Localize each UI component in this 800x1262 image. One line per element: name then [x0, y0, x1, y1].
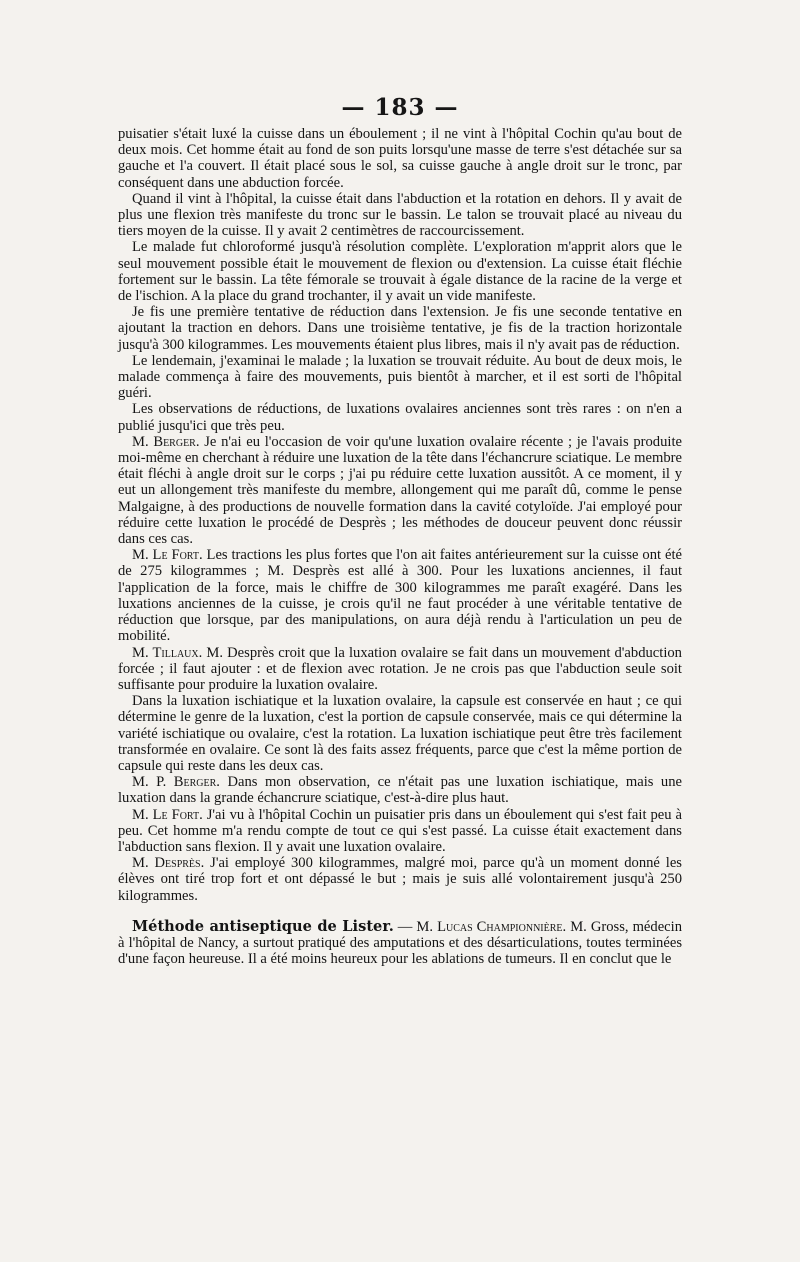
- speaker-name: M. Tillaux.: [132, 644, 203, 661]
- speech-paragraph: [118, 547, 682, 644]
- paragraph: Les observations de réductions, de luxations ovalaires anciennes sont très rares : on n'en a publié jusqu'ici que très peu.: [118, 401, 682, 434]
- speaker-name: M. Le Fort.: [132, 806, 203, 823]
- speech-paragraph: [118, 434, 682, 547]
- speaker-name: M. Desprès.: [132, 855, 205, 872]
- speech-text: J'ai vu à l'hôpital Cochin un puisatier pris dans un éboulement qui s'est fait peu à peu. Cet homme m'a rendu compte de tout ce qui s'est passé. La cuisse était exactement dans l'abduction sans flexion. Il y avait une luxation ovalaire.: [118, 806, 682, 855]
- speech-text: Je n'ai eu l'occasion de voir qu'une luxation ovalaire récente ; je l'avais produite moi-même en cherchant à réduire une luxation de la tête dans l'échancrure sciatique. Le membre était fléchi à angle droit sur le corps ; j'ai pu réduire cette luxation aussitôt. A ce moment, il y eut un allongement très manifeste du membre, allongement qui me paraît dû, comme le pense Malgaigne, à des productions de nouvelle formation dans la cavité cotyloïde. J'ai employé pour réduire cette luxation le procédé de Desprès ; les méthodes de douceur peuvent donc réussir dans ces cas.: [118, 433, 682, 548]
- speech-text: M. Desprès croit que la luxation ovalaire se fait dans un mouvement d'abduction forcée ; il faut ajouter : et de flexion avec rotation. Je ne crois pas que l'abduction seule soit suffisante pour produire la luxation ovalaire.: [118, 644, 682, 693]
- speech-paragraph: [118, 807, 682, 856]
- section-paragraph: [118, 919, 682, 968]
- speech-text: Dans mon observation, ce n'était pas une luxation ischiatique, mais une luxation dans la grande échancrure sciatique, c'est-à-dire plus haut.: [118, 774, 683, 807]
- speech-paragraph: [118, 774, 682, 806]
- paragraph: puisatier s'était luxé la cuisse dans un éboulement ; il ne vint à l'hôpital Cochin qu'au bout de deux mois. Cet homme était au fond de son puits lorsqu'une masse de terre s'est détachée sur sa gauche et l'a couvert. Il était placé sous le sol, sa cuisse gauche à angle droit sur le tronc, par conséquent dans une abduction forcée.: [118, 126, 682, 191]
- paragraph: Je fis une première tentative de réduction dans l'extension. Je fis une seconde tentative en ajoutant la traction en dehors. Dans une troisième tentative, je fis de la traction horizontale jusqu'à 300 kilogrammes. Les mouvements étaient plus libres, mais il n'y avait pas de réduction.: [118, 304, 682, 353]
- speech-paragraph: [118, 855, 682, 904]
- section-dash: —: [393, 918, 417, 935]
- paragraph: Dans la luxation ischiatique et la luxation ovalaire, la capsule est conservée en haut ; ce qui détermine le genre de la luxation, c'est la portion de capsule conservée, mais ce qui détermine la variété ischiatique ou ovalaire, c'est la rotation. La luxation ischiatique peut être très facilement transformée en ovalaire. Ce sont là des faits assez fréquents, parce que c'est la même portion de capsule qui reste dans les deux cas.: [118, 693, 682, 774]
- section-heading: Méthode antiseptique de Lister.: [132, 917, 394, 935]
- section-lead: M. Lucas Championnière.: [416, 918, 567, 935]
- speaker-name: M. Le Fort.: [132, 547, 203, 564]
- page-number: — 183 —: [341, 94, 459, 121]
- paragraph: Quand il vint à l'hôpital, la cuisse était dans l'abduction et la rotation en dehors. Il y avait de plus une flexion très manifeste du tronc sur le bassin. Le talon se trouvait placé au niveau du tiers moyen de la cuisse. Il y avait 2 centimètres de raccourcissement.: [118, 190, 682, 240]
- speech-text: Les tractions les plus fortes que l'on ait faites antérieurement sur la cuisse ont été de 275 kilogrammes ; M. Desprès est allé à 300. Pour les luxations anciennes, il faut l'application de la force, mais le chiffre de 300 kilogrammes me paraît exagéré. Dans les luxations anciennes de la cuisse, je crois qu'il ne faut procéder à une véritable tentative de réduction que lorsque, par des manipulations, on aura déjà rendu à l'articulation un peu de mobilité.: [118, 547, 682, 645]
- speech-text: J'ai employé 300 kilogrammes, malgré moi, parce qu'à un moment donné les élèves ont tiré trop fort et ont dépassé le but ; mais je suis allé volontairement jusqu'à 250 kilogrammes.: [118, 855, 682, 904]
- section-text: M. Gross, médecin à l'hôpital de Nancy, a surtout pratiqué des amputations et des désarticulations, toutes terminées d'une façon heureuse. Il a été moins heureux pour les ablations de tumeurs. Il en conclut que le: [118, 918, 683, 968]
- speaker-name: M. Berger.: [132, 433, 200, 450]
- paragraph: Le malade fut chloroformé jusqu'à résolution complète. L'exploration m'apprit alors que le seul mouvement possible était le mouvement de flexion ou d'extension. La cuisse était fléchie fortement sur le bassin. La tête fémorale se trouvait à égale distance de la racine de la verge et de l'ischion. A la place du grand trochanter, il y avait un vide manifeste.: [118, 239, 682, 305]
- speaker-name: M. P. Berger.: [132, 774, 220, 791]
- body-text: [118, 126, 682, 967]
- speech-paragraph: [118, 645, 682, 694]
- paragraph: Le lendemain, j'examinai le malade ; la luxation se trouvait réduite. Au bout de deux mois, le malade commença à faire des mouvements, puis bientôt à marcher, et il est sorti de l'hôpital guéri.: [118, 352, 682, 402]
